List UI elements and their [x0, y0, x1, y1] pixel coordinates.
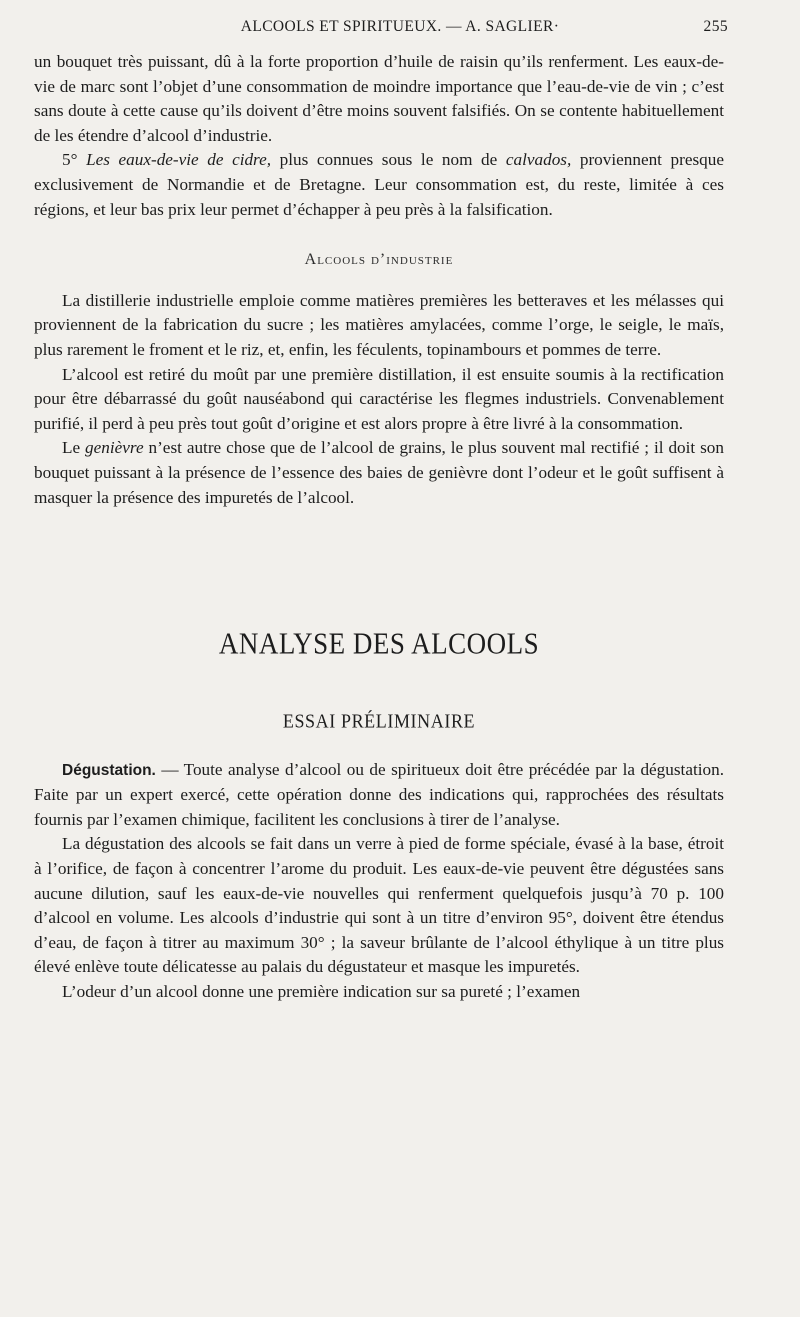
text-run: plus connues sous le nom de	[271, 150, 506, 170]
page-number: 255	[703, 18, 728, 35]
paragraph: L’odeur d’un alcool donne une première indication sur sa pureté ; l’examen	[62, 982, 581, 1002]
chapter-title: ANALYSE DES ALCOOLS	[218, 625, 540, 661]
paragraph-lead: Dégustation.	[62, 761, 156, 779]
running-title: ALCOOLS ET SPIRITUEUX. — A. SAGLIER·	[240, 18, 560, 35]
paragraph: La distillerie industrielle emploie comme matières premières les betteraves et les mélasses qui proviennent de la fabrication du sucre ; les matières amylacées, comme l’orge, le seigle, le maïs, plus rarement le froment et le riz, et, enfin, les féculents, topinambours et pommes de terre.	[34, 290, 724, 359]
paragraph: La dégustation des alcools se fait dans un verre à pied de forme spéciale, évasé à la base, étroit à l’orifice, de façon à concentrer l’arome du produit. Les eaux-de-vie peuvent être dégustées sans aucune dilution, sauf les eaux-de-vie nouvelles qui renferment quelquefois jusqu’à 70 p. 100 d’alcool en volume. Les alcools d’industrie qui sont à un titre d’environ 95°, doivent être étendus d’eau, de façon à titrer au maximum 30° ; la saveur brûlante de l’alcool éthylique à un titre plus élevé enlève toute délicatesse au palais du dégustateur et masque les impuretés.	[34, 834, 724, 977]
chapter-subtitle: ESSAI PRÉLIMINAIRE	[282, 710, 476, 733]
text-run: n’est autre chose que de l’alcool de grains, le plus souvent mal rectifié ; il doit son bouquet puissant à la présence de l’essence des baies de genièvre dont l’odeur et le goût suffisent à masquer la présence des impuretés de l’alcool.	[34, 438, 724, 507]
body-text	[34, 50, 724, 1005]
emphasis: calvados,	[505, 150, 572, 170]
paragraph: un bouquet très puissant, dû à la forte proportion d’huile de raisin qu’ils renferment. Les eaux-de-vie de marc sont l’objet d’une consommation de moindre importance que l’eau-de-vie de vin ; c’est sans doute à cette cause qu’ils doivent d’être moins souvent falsifiés. On se contente habituellement de les étendre d’alcool d’industrie.	[34, 52, 724, 145]
text-run: — Toute analyse d’alcool ou de spiritueux doit être précédée par la dégustation. Faite par un expert exercé, cette opération donne des indications qui, rapprochées des résultats fournis par l’examen chimique, facilitent les conclusions à tirer de l’analyse.	[34, 759, 724, 829]
emphasis: Les eaux-de-vie de cidre,	[86, 150, 272, 170]
paragraph	[34, 758, 724, 833]
emphasis: genièvre	[85, 438, 144, 458]
list-number: 5°	[62, 150, 87, 170]
running-head	[0, 14, 800, 42]
text-run: Le	[62, 438, 86, 458]
paragraph	[34, 436, 724, 510]
paragraph	[34, 148, 724, 222]
text-run: proviennent presque exclusivement de Normandie et de Bretagne. Leur consommation est, du reste, limitée à ces régions, et leur bas prix leur permet d’échapper à peu près à la falsification.	[34, 150, 724, 219]
section-heading: Alcools d’industrie	[304, 251, 454, 269]
paragraph: L’alcool est retiré du moût par une première distillation, il est ensuite soumis à la rectification pour être débarrassé du goût nauséabond qui caractérise les flegmes industriels. Convenablement purifié, il perd à peu près tout goût d’origine et est alors propre à être livré à la consommation.	[34, 364, 724, 433]
